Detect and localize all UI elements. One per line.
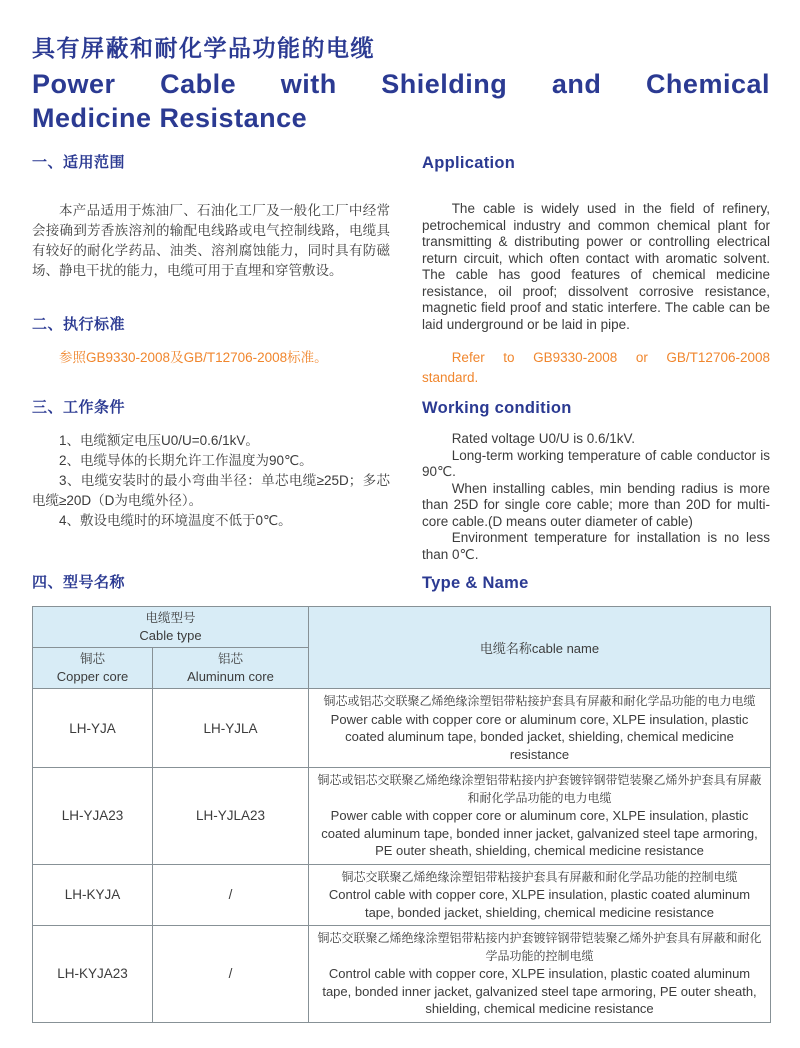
application-heading-row xyxy=(32,153,770,173)
cable-name-2 xyxy=(309,768,771,865)
working-heading-row xyxy=(32,398,770,418)
page-title-english-line2: Medicine Resistance xyxy=(32,103,308,133)
cable-name-1-en: Power cable with copper core or aluminum core, XLPE insulation, plastic coated aluminum tape, bonded jacket, shielding, chemical medicine resistance xyxy=(330,711,749,762)
section-heading-application-en: Application xyxy=(422,154,516,172)
application-body-left xyxy=(32,201,390,335)
working-item-cn-1: 1、电缆额定电压U0/U=0.6/1kV。 xyxy=(59,433,259,448)
working-item-cn-4: 4、敷设电缆时的环境温度不低于0℃。 xyxy=(59,513,292,528)
standard-reference-en: Refer to GB9330-2008 or GB/T12706-2008 standard. xyxy=(422,350,770,385)
header-cable-name: 电缆名称cable name xyxy=(309,607,771,689)
section-heading-type-name-en: Type & Name xyxy=(422,574,529,592)
section-heading-application-cn: 一、适用范围 xyxy=(32,154,126,171)
type-name-table xyxy=(32,606,771,1023)
header-cable-type-cn: 电缆型号 xyxy=(145,611,196,625)
section-heading-standard-cn: 二、执行标准 xyxy=(32,316,126,333)
application-paragraph-cn: 本产品适用于炼油厂、石油化工厂及一般化工厂中经常会接确到芳香族溶剂的输配电线路或电气控制线路，电缆具有较好的耐化学药品、油类、溶剂腐蚀能力，同时具有防磁场、静电干扰的能力，电缆可用于直埋和穿管敷设。 xyxy=(32,203,390,278)
application-paragraph-en: The cable is widely used in the field of refinery, petrochemical industry and common chemical plant for transmitting & distributing power or controlling electrical return circuit, which often contact with aromatic solvent. The cable has good features of chemical medicine resistance, oil proof; dissolvent corrosive resistance, magnetic field proof and static interfere. The cable can be laid underground or be laid in pipe. xyxy=(422,201,770,332)
header-copper-core-cn: 铜芯 xyxy=(79,652,105,666)
header-copper-core-en: Copper core xyxy=(56,669,129,684)
cable-name-3 xyxy=(309,864,771,926)
cable-name-4 xyxy=(309,926,771,1023)
copper-model-4: LH-KYJA23 xyxy=(33,926,153,1023)
cable-name-3-cn: 铜芯交联聚乙烯绝缘涂塑铝带粘接护套具有屏蔽和耐化学品功能的控制电缆 xyxy=(341,869,738,884)
page-title-chinese: 具有屏蔽和耐化学品功能的电缆 xyxy=(32,35,375,61)
type-name-heading-row xyxy=(32,573,770,593)
aluminum-model-2: LH-YJLA23 xyxy=(153,768,309,865)
aluminum-model-3: / xyxy=(153,864,309,926)
section-heading-type-name-cn: 四、型号名称 xyxy=(32,574,126,591)
working-item-en-2: Long-term working temperature of cable conductor is 90℃. xyxy=(422,447,770,479)
table-row xyxy=(33,864,771,926)
working-body-row xyxy=(32,431,770,563)
header-aluminum-core-en: Aluminum core xyxy=(187,669,274,684)
table-header-row-1 xyxy=(33,607,771,648)
table-row xyxy=(33,926,771,1023)
cable-name-2-en: Power cable with copper core or aluminum core, XLPE insulation, plastic coated aluminum tape, bonded inner jacket, galvanized steel tape armoring, PE outer sheath, shielding, chemical medicine resistance xyxy=(321,808,758,858)
header-cable-type xyxy=(33,607,309,648)
application-body-right xyxy=(422,201,770,335)
cable-name-1-cn: 铜芯或铝芯交联聚乙烯绝缘涂塑铝带粘接护套具有屏蔽和耐化学品功能的电力电缆 xyxy=(323,694,756,708)
header-aluminum-core-cn: 铝芯 xyxy=(217,652,243,666)
page-title-english xyxy=(32,67,770,135)
cable-name-4-en: Control cable with copper core, XLPE insulation, plastic coated aluminum tape, bonded inner jacket, galvanized steel tape armoring, PE outer sheath, shielding, chemical medicine resistance xyxy=(322,966,757,1016)
aluminum-model-4: / xyxy=(153,926,309,1023)
working-item-en-1: Rated voltage U0/U is 0.6/1kV. xyxy=(451,431,636,446)
header-copper-core xyxy=(33,648,153,689)
working-item-cn-3: 3、电缆安装时的最小弯曲半径：单芯电缆≥25D；多芯电缆≥20D（D为电缆外径）。 xyxy=(32,473,390,508)
standard-reference-row xyxy=(32,348,770,388)
application-body-row xyxy=(32,201,770,335)
cable-name-3-en: Control cable with copper core, XLPE insulation, plastic coated aluminum tape, bonded jacket, shielding, chemical medicine resistance xyxy=(328,887,751,920)
working-item-cn-2: 2、电缆导体的长期允许工作温度为90℃。 xyxy=(59,453,313,468)
table-row xyxy=(33,689,771,768)
copper-model-3: LH-KYJA xyxy=(33,864,153,926)
cable-name-1 xyxy=(309,689,771,768)
copper-model-2: LH-YJA23 xyxy=(33,768,153,865)
cable-name-4-cn: 铜芯交联聚乙烯绝缘涂塑铝带粘接内护套镀锌钢带铠装聚乙烯外护套具有屏蔽和耐化学品功能的控制电缆 xyxy=(317,931,762,963)
section-heading-working-cn: 三、工作条件 xyxy=(32,399,126,416)
page-title-english-line1: Power Cable with Shielding and Chemical xyxy=(32,69,770,99)
working-item-en-4: Environment temperature for installation is no less than 0℃. xyxy=(422,530,770,562)
header-cable-type-en: Cable type xyxy=(139,628,202,643)
section-heading-working-en: Working condition xyxy=(422,399,572,417)
table-row xyxy=(33,768,771,865)
aluminum-model-1: LH-YJLA xyxy=(153,689,309,768)
copper-model-1: LH-YJA xyxy=(33,689,153,768)
working-body-right xyxy=(422,431,770,563)
cable-name-2-cn: 铜芯或铝芯交联聚乙烯绝缘涂塑铝带粘接内护套镀锌钢带铠装聚乙烯外护套具有屏蔽和耐化学品功能的电力电缆 xyxy=(317,773,762,805)
standard-reference-cn: 参照GB9330-2008及GB/T12706-2008标准。 xyxy=(59,350,328,365)
header-aluminum-core xyxy=(153,648,309,689)
working-body-left xyxy=(32,431,390,563)
working-item-en-3: When installing cables, min bending radius is more than 25D for single core cable; more than 20D for multi-core cable.(D means outer diameter of cable) xyxy=(422,480,770,529)
